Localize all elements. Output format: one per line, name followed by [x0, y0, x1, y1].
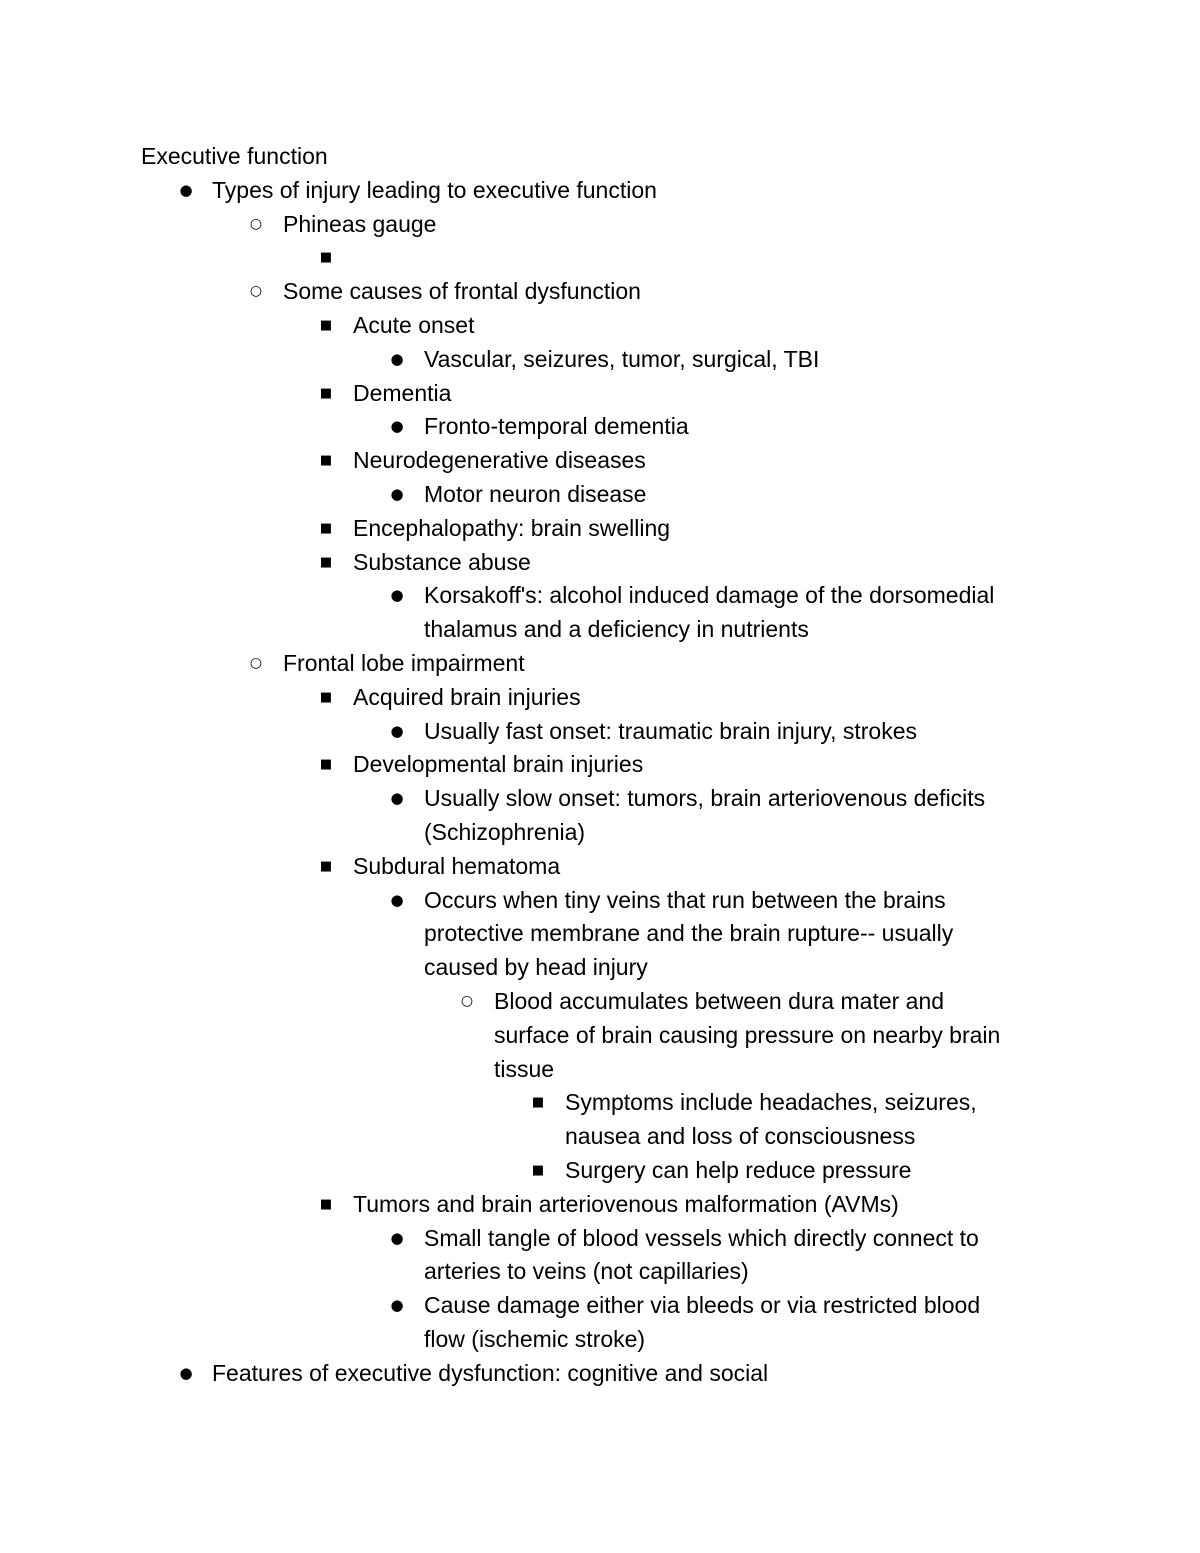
disc-bullet-icon: ●: [390, 890, 404, 909]
outline-item-text: protective membrane and the brain rupture-- usually: [424, 920, 954, 947]
outline-item-text: Usually slow onset: tumors, brain arteriovenous deficits: [424, 785, 986, 812]
outline-line: [0, 782, 1200, 816]
outline-item-text: Encephalopathy: brain swelling: [353, 514, 671, 541]
disc-bullet-icon: ●: [390, 586, 404, 605]
disc-bullet-icon: ●: [390, 1228, 404, 1247]
outline-item-text: surface of brain causing pressure on nearby brain: [494, 1021, 1001, 1048]
outline-line: [0, 1053, 1200, 1087]
circle-bullet-icon: ○: [460, 992, 474, 1009]
outline-line: [0, 715, 1200, 749]
disc-bullet-icon: ●: [179, 1363, 193, 1382]
outline-item-text: caused by head injury: [424, 954, 648, 981]
square-bullet-icon: ■: [319, 317, 333, 333]
outline-line: [0, 917, 1200, 951]
disc-bullet-icon: ●: [390, 1296, 404, 1315]
circle-bullet-icon: ○: [249, 654, 263, 671]
outline-item-text: Korsakoff's: alcohol induced damage of the dorsomedial: [424, 582, 995, 609]
outline-item-text: Frontal lobe impairment: [283, 649, 525, 676]
outline-item-text: Phineas gauge: [283, 210, 437, 237]
outline-item-text: tissue: [494, 1055, 555, 1082]
outline-line: [0, 748, 1200, 782]
outline-line: [0, 579, 1200, 613]
outline-line: [0, 681, 1200, 715]
circle-bullet-icon: ○: [249, 283, 263, 300]
disc-bullet-icon: ●: [390, 789, 404, 808]
square-bullet-icon: ■: [319, 858, 333, 874]
outline-item-text: Blood accumulates between dura mater and: [494, 987, 945, 1014]
square-bullet-icon: ■: [531, 1162, 545, 1178]
outline-line: [0, 478, 1200, 512]
outline-item-text: Acute onset: [353, 311, 475, 338]
outline-item-text: Usually fast onset: traumatic brain injury, strokes: [424, 717, 917, 744]
disc-bullet-icon: ●: [390, 417, 404, 436]
outline-item-text: thalamus and a deficiency in nutrients: [424, 616, 809, 643]
document-title-line: [0, 140, 1200, 174]
square-bullet-icon: ■: [319, 453, 333, 469]
outline-line: [0, 377, 1200, 411]
outline-line: [0, 1357, 1200, 1391]
outline-item-text: arteries to veins (not capillaries): [424, 1258, 749, 1285]
outline-line: [0, 613, 1200, 647]
outline-item-text: nausea and loss of consciousness: [565, 1123, 916, 1150]
outline-item-text: Occurs when tiny veins that run between the brains: [424, 886, 946, 913]
outline-line: [0, 1019, 1200, 1053]
square-bullet-icon: ■: [319, 689, 333, 705]
square-bullet-icon: ■: [319, 554, 333, 570]
outline-line: [0, 1255, 1200, 1289]
document-title: Executive function: [141, 143, 328, 169]
outline-item-text: Substance abuse: [353, 548, 531, 575]
outline-line: [0, 951, 1200, 985]
outline-item-text: Motor neuron disease: [424, 480, 647, 507]
outline-item-text: Acquired brain injuries: [353, 683, 581, 710]
outline-line: [0, 1289, 1200, 1323]
square-bullet-icon: ■: [319, 520, 333, 536]
outline-line: [0, 444, 1200, 478]
outline-line: [0, 1120, 1200, 1154]
outline-item-text: Subdural hematoma: [353, 852, 561, 879]
disc-bullet-icon: ●: [390, 721, 404, 740]
square-bullet-icon: ■: [531, 1095, 545, 1111]
outline-line: [0, 816, 1200, 850]
disc-bullet-icon: ●: [390, 484, 404, 503]
outline-item-text: Small tangle of blood vessels which directly connect to: [424, 1224, 979, 1251]
outline-line: [0, 985, 1200, 1019]
outline-line: [0, 1086, 1200, 1120]
outline-item-text: Tumors and brain arteriovenous malformation (AVMs): [353, 1190, 899, 1217]
outline-item-text: Symptoms include headaches, seizures,: [565, 1089, 977, 1116]
outline-item-text: Features of executive dysfunction: cognitive and social: [212, 1359, 769, 1386]
outline-line: [0, 1188, 1200, 1222]
outline-item-text: Cause damage either via bleeds or via restricted blood: [424, 1292, 981, 1319]
outline-item-text: Developmental brain injuries: [353, 751, 644, 778]
outline-line: [0, 241, 1200, 275]
outline-line: [0, 1222, 1200, 1256]
square-bullet-icon: ■: [319, 250, 333, 266]
square-bullet-icon: ■: [319, 757, 333, 773]
outline-item-text: Surgery can help reduce pressure: [565, 1156, 912, 1183]
document-body: [0, 140, 1200, 1390]
outline-item-text: Fronto-temporal dementia: [424, 413, 689, 440]
outline-line: [0, 208, 1200, 242]
outline-item-text: Dementia: [353, 379, 452, 406]
outline-line: [0, 850, 1200, 884]
outline-item-text: (Schizophrenia): [424, 818, 586, 845]
outline-line: [0, 512, 1200, 546]
square-bullet-icon: ■: [319, 385, 333, 401]
outline-item-text: flow (ischemic stroke): [424, 1325, 646, 1352]
outline-item-text: Neurodegenerative diseases: [353, 447, 646, 474]
outline-line: [0, 309, 1200, 343]
outline-line: [0, 1323, 1200, 1357]
outline-line: [0, 174, 1200, 208]
outline-line: [0, 884, 1200, 918]
outline-item-text: Types of injury leading to executive function: [212, 176, 657, 203]
circle-bullet-icon: ○: [249, 215, 263, 232]
outline-item-text: Some causes of frontal dysfunction: [283, 278, 641, 305]
disc-bullet-icon: ●: [179, 180, 193, 199]
outline-line: [0, 343, 1200, 377]
outline-line: [0, 546, 1200, 580]
disc-bullet-icon: ●: [390, 349, 404, 368]
outline-line: [0, 410, 1200, 444]
outline-line: [0, 275, 1200, 309]
outline-item-text: Vascular, seizures, tumor, surgical, TBI: [424, 345, 820, 372]
square-bullet-icon: ■: [319, 1196, 333, 1212]
outline-line: [0, 1154, 1200, 1188]
outline-line: [0, 647, 1200, 681]
